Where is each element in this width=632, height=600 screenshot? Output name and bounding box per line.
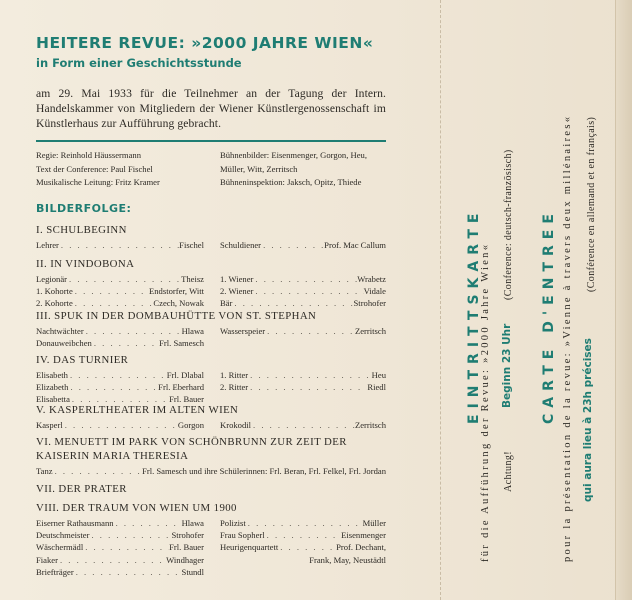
section-title: II. IN VINDOBONA: [36, 258, 135, 270]
role-name: Frau Sopherl: [220, 530, 265, 541]
dot-leader: [68, 381, 158, 393]
credit-line: Bühnenbilder: Eisenmenger, Gorgon, Heu,: [220, 150, 367, 160]
cast-row: [36, 325, 204, 337]
dot-leader: [253, 273, 357, 285]
section-title: III. SPUK IN DER DOMBAUHÜTTE VON ST. STEPHAN: [36, 310, 317, 322]
actor-name: Müller: [362, 518, 386, 528]
dot-leader: [261, 239, 324, 251]
actor-name: Heu: [371, 370, 386, 380]
cast-row: [36, 566, 204, 578]
actor-name: Frl. Bauer: [169, 394, 204, 405]
cast-row: [220, 325, 386, 337]
role-name: Heurigenquartett: [220, 542, 279, 553]
cast-row-continued: Frank, May, Neustädtl: [309, 554, 386, 565]
divider-rule: [36, 140, 386, 142]
dot-leader: [265, 529, 341, 541]
actor-name: Frl. Dlabal: [166, 370, 204, 380]
ticket-text-fr: pour la présentation de la revue: »Vienne à travers deux millénaires«: [562, 114, 573, 562]
dot-leader: [63, 419, 178, 431]
section-title: KAISERIN MARIA THERESIA: [36, 450, 189, 462]
dot-leader: [73, 285, 149, 297]
role-name: 2. Wiener: [220, 286, 254, 297]
ticket-achtung: Achtung!: [503, 451, 514, 492]
dot-leader: [59, 239, 179, 251]
credit-line: Text der Conference: Paul Fischel: [36, 163, 153, 174]
role-name: Fiaker: [36, 554, 58, 565]
page-subtitle: in Form einer Geschichtsstunde: [36, 56, 242, 70]
cast-row: [220, 273, 386, 285]
actor-name: Frl. Bauer: [169, 542, 204, 553]
actor-name: Windhager: [166, 554, 204, 565]
role-name: Elisabetta: [36, 394, 70, 405]
credits-right: [220, 149, 367, 190]
actor-name: Zerritsch: [354, 420, 386, 430]
actor-name: Stundl: [181, 566, 204, 577]
role-name: Krokodil: [220, 420, 252, 430]
section-title: I. SCHULBEGINN: [36, 224, 127, 236]
dot-leader: [89, 529, 171, 541]
credit-line: Müller, Witt, Zerritsch: [220, 163, 298, 174]
dot-leader: [246, 517, 363, 529]
actor-name: Fischel: [179, 240, 204, 250]
cast-row: [220, 517, 386, 529]
ticket-heading-de: EINTRITTSKARTE: [466, 207, 482, 424]
intro-text: am 29. Mai 1933 für die Teilnehmer an der Tagung der Intern. Handelskammer von Mitgliedern der Wiener Künstlergenossenschaft im Künstlerhaus zur Aufführung gebracht.: [36, 87, 386, 130]
section-title: VIII. DER TRAUM VON WIEN UM 1900: [36, 502, 237, 514]
dot-leader: [84, 325, 182, 337]
dot-leader: [265, 325, 355, 337]
cast-row: [36, 381, 204, 393]
cast-row: [36, 541, 204, 553]
actor-name: Endstorfer, Witt: [149, 286, 204, 297]
cast-row: [36, 369, 204, 381]
actor-name: Frl. Eberhard: [158, 382, 204, 393]
section-title: VI. MENUETT IM PARK VON SCHÖNBRUNN ZUR ZEIT DER: [36, 436, 347, 448]
cast-row: [36, 529, 204, 541]
role-name: Elisabeth: [36, 370, 68, 380]
bilderfolge-heading: BILDERFOLGE:: [36, 202, 132, 215]
cast-row: [36, 239, 204, 251]
credit-line: Regie: Reinhold Häussermann: [36, 150, 142, 160]
actor-name: Gorgon: [177, 420, 204, 430]
cast-row: [36, 285, 204, 297]
section-title: VII. DER PRATER: [36, 483, 127, 495]
role-name: Polizist: [220, 518, 246, 528]
role-name: 2. Ritter: [220, 382, 249, 393]
ticket-time-de: Beginn 23 Uhr: [501, 323, 513, 408]
cast-row: [220, 419, 386, 431]
actor-name: Riedl: [367, 382, 386, 393]
role-name: Bär: [220, 298, 233, 309]
cast-row: [220, 285, 386, 297]
role-name: Nachtwächter: [36, 326, 84, 336]
role-name: Donauweibchen: [36, 338, 92, 349]
cast-row: [36, 554, 204, 566]
cast-row: [36, 465, 386, 477]
actor-name: Czech, Nowak: [153, 298, 204, 309]
dot-leader: [67, 273, 181, 285]
section-title: IV. DAS TURNIER: [36, 354, 129, 366]
cast-row: [36, 419, 204, 431]
cast-row: [36, 517, 204, 529]
ticket-lang-fr: (Conférence en allemand et en français): [586, 116, 597, 292]
cast-row: [220, 369, 386, 381]
page-title: HEITERE REVUE: »2000 JAHRE WIEN«: [36, 34, 374, 52]
actor-name: Strohofer: [353, 298, 386, 309]
actor-name: Frl. Samesch und ihre Schülerinnen: Frl. Beran, Frl. Felkel, Frl. Jordan: [142, 466, 386, 476]
dot-leader: [253, 285, 363, 297]
role-name: Lehrer: [36, 240, 59, 250]
credit-line: Bühneninspektion: Jaksch, Opitz, Thiede: [220, 177, 362, 187]
actor-name: Eisenmenger: [341, 530, 386, 541]
dot-leader: [73, 297, 154, 309]
ticket-heading-fr: CARTE D'ENTREE: [541, 208, 557, 424]
dot-leader: [68, 369, 167, 381]
cast-row: [36, 273, 204, 285]
credit-line: Musikalische Leitung: Fritz Kramer: [36, 177, 160, 187]
dot-leader: [251, 419, 355, 431]
cast-row: [36, 337, 204, 349]
cast-row: [220, 541, 386, 553]
role-name: Wasserspeier: [220, 326, 266, 336]
section-title: V. KASPERLTHEATER IM ALTEN WIEN: [36, 404, 239, 416]
cast-row: [220, 239, 386, 251]
actor-name: Vidale: [363, 286, 386, 297]
credits-left: [36, 149, 160, 190]
actor-name: Prof. Mac Callum: [324, 240, 386, 250]
cast-row: [220, 381, 386, 393]
ticket-text-de: für die Aufführung der Revue: »2000 Jahre Wien«: [480, 242, 491, 562]
dot-leader: [278, 541, 336, 553]
role-name: 1. Ritter: [220, 370, 249, 380]
dot-leader: [248, 369, 372, 381]
actor-name: Hlawa: [181, 518, 204, 528]
actor-name: Frl. Samesch: [159, 338, 204, 349]
role-name: 2. Kohorte: [36, 298, 73, 309]
role-name: 1. Kohorte: [36, 286, 73, 297]
dot-leader: [53, 465, 142, 477]
role-name: Eiserner Rathausmann: [36, 518, 114, 528]
role-name: Elizabeth: [36, 382, 69, 393]
role-name: Briefträger: [36, 566, 74, 577]
dot-leader: [92, 337, 159, 349]
cast-row: [36, 297, 204, 309]
dot-leader: [114, 517, 182, 529]
role-name: Wäschermädl: [36, 542, 84, 553]
role-name: 1. Wiener: [220, 274, 254, 284]
actor-name: Zerritsch: [354, 326, 386, 336]
actor-name: Strohofer: [171, 530, 204, 541]
paper-edge: [615, 0, 632, 600]
role-name: Deutschmeister: [36, 530, 90, 541]
actor-name: Hlawa: [181, 326, 204, 336]
dot-leader: [232, 297, 353, 309]
cast-row: [220, 297, 386, 309]
actor-name: Wrabetz: [357, 274, 386, 284]
actor-name: Prof. Dechant,: [336, 542, 386, 553]
cast-row: [220, 529, 386, 541]
dot-leader: [83, 541, 169, 553]
role-name: Kasperl: [36, 420, 63, 430]
perforation-line: [440, 0, 441, 600]
dot-leader: [58, 554, 166, 566]
ticket-lang-de: (Conference: deutsch-französisch): [503, 149, 514, 300]
role-name: Tanz: [36, 466, 53, 476]
dot-leader: [248, 381, 367, 393]
ticket-time-fr: qui aura lieu à 23h précises: [582, 338, 594, 502]
role-name: Legionär: [36, 274, 68, 284]
role-name: Schuldiener: [220, 240, 262, 250]
actor-name: Theisz: [181, 274, 204, 284]
dot-leader: [74, 566, 182, 578]
